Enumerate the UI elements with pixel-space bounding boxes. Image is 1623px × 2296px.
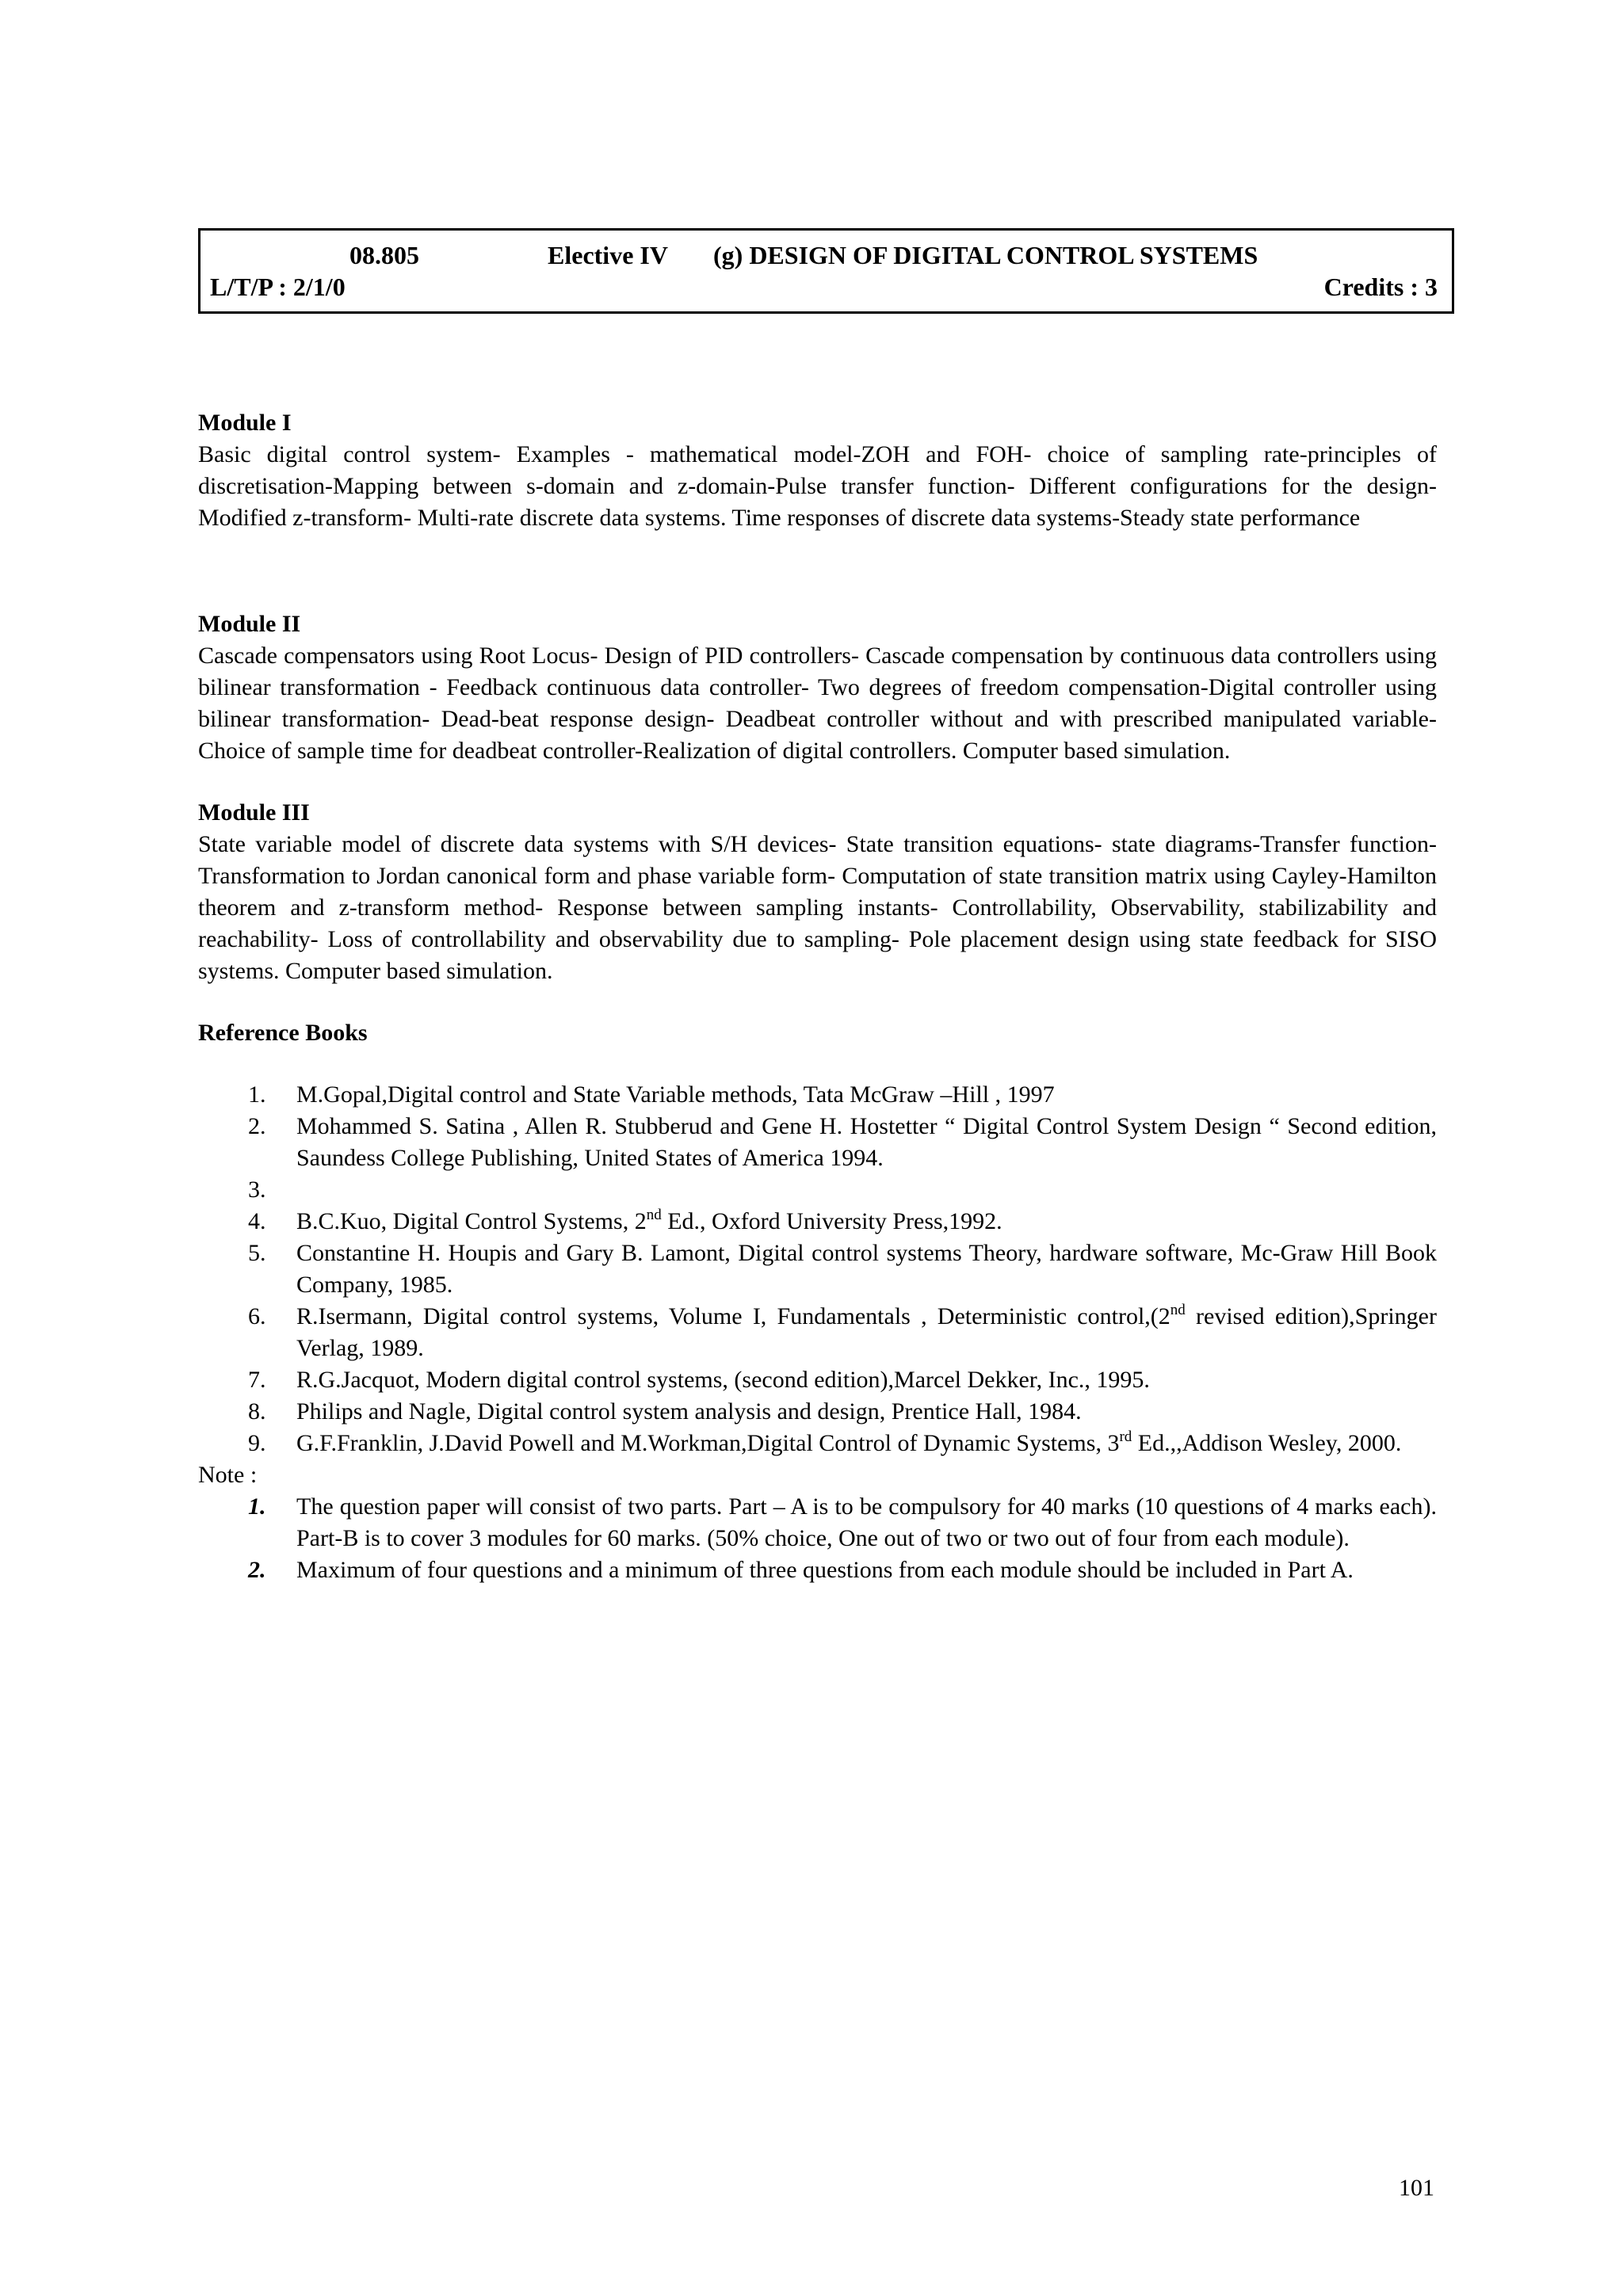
edition-superscript: nd [1170,1302,1186,1318]
reference-text-part: revised edition),Springer Verlag, 1989. [296,1303,1437,1361]
reference-number: 2. [248,1113,266,1139]
note-number: 1. [248,1493,266,1520]
module-body: State variable model of discrete data systems with S/H devices- State transition equations- state diagrams-Transfer function- Transformation to Jordan canonical form and phase variable form- Computation of state transition matrix using Cayley-Hamilton theorem and z-transform method- Response between sampling instants- Controllability, Observability, stabilizability and reachability- Loss of controllability and observability due to sampling- Pole placement design using state feedback for SISO systems. Computer based simulation. [198,831,1437,984]
reference-text: M.Gopal,Digital control and State Variable methods, Tata McGraw –Hill , 1997 [296,1081,1055,1108]
module-heading: Module I [198,410,292,436]
note-number: 2. [248,1557,266,1583]
syllabus-content [198,407,1437,1586]
reference-text-part: B.C.Kuo, Digital Control Systems, 2 [296,1208,647,1234]
module-heading: Module II [198,611,301,637]
note-list [198,1491,1437,1586]
reference-item [198,1364,1437,1396]
note-text: The question paper will consist of two parts. Part – A is to be compulsory for 40 marks (10 questions of 4 marks each). Part-B is to cover 3 modules for 60 marks. (50% choice, One out of two or two out of four from each module). [296,1493,1437,1551]
reference-text: Philips and Nagle, Digital control system analysis and design, Prentice Hall, 1984. [296,1398,1082,1425]
reference-books [198,1017,1437,1459]
ltp-label: L/T/P : 2/1/0 [210,273,346,301]
reference-text-part: R.Isermann, Digital control systems, Volume I, Fundamentals , Deterministic control,(2 [296,1303,1170,1329]
reference-item [198,1174,1437,1206]
note-item [198,1491,1437,1554]
module-3 [198,797,1437,987]
module-2 [198,608,1437,767]
reference-item [198,1238,1437,1301]
reference-number: 9. [248,1430,266,1456]
note-item [198,1554,1437,1586]
reference-number: 3. [248,1177,266,1203]
course-title: (g) DESIGN OF DIGITAL CONTROL SYSTEMS [713,241,1258,269]
reference-number: 6. [248,1303,266,1329]
reference-text [296,1303,1437,1361]
reference-list [198,1079,1437,1459]
page-number: 101 [1399,2175,1434,2201]
reference-text [296,1208,1002,1234]
note-text: Maximum of four questions and a minimum of three questions from each module should be included in Part A. [296,1557,1354,1583]
credits-label: Credits : 3 [1323,273,1438,301]
reference-number: 1. [248,1081,266,1108]
course-code: 08.805 [349,241,419,269]
elective-label: Elective IV [548,241,668,269]
edition-superscript: rd [1119,1428,1132,1445]
reference-heading: Reference Books [198,1020,368,1046]
reference-item [198,1428,1437,1459]
reference-text-part: Ed.,,Addison Wesley, 2000. [1132,1430,1402,1456]
module-heading: Module III [198,799,310,826]
course-header-box [198,228,1454,314]
reference-text: Mohammed S. Satina , Allen R. Stubberud and Gene H. Hostetter “ Digital Control System Design “ Second edition, Saundess College Publishing, United States of America 1994. [296,1113,1437,1171]
reference-item [198,1111,1437,1174]
note-label: Note : [198,1462,258,1488]
reference-item [198,1396,1437,1428]
reference-text-part: Ed., Oxford University Press,1992. [661,1208,1002,1234]
reference-number: 4. [248,1208,266,1234]
reference-item [198,1206,1437,1238]
reference-number: 5. [248,1240,266,1266]
reference-text [296,1430,1401,1456]
module-1 [198,407,1437,534]
edition-superscript: nd [646,1207,662,1223]
reference-number: 8. [248,1398,266,1425]
module-body: Cascade compensators using Root Locus- Design of PID controllers- Cascade compensation by continuous data controllers using bilinear transformation - Feedback continuous data controller- Two degrees of freedom compensation-Digital controller using bilinear transformation- Dead-beat response design- Deadbeat controller without and with prescribed manipulated variable-Choice of sample time for deadbeat controller-Realization of digital controllers. Computer based simulation. [198,643,1437,764]
reference-number: 7. [248,1367,266,1393]
reference-text: R.G.Jacquot, Modern digital control systems, (second edition),Marcel Dekker, Inc., 1995. [296,1367,1150,1393]
reference-item [198,1079,1437,1111]
reference-item [198,1301,1437,1364]
note-section [198,1459,1437,1586]
reference-text: Constantine H. Houpis and Gary B. Lamont, Digital control systems Theory, hardware software, Mc-Graw Hill Book Company, 1985. [296,1240,1437,1298]
reference-text-part: G.F.Franklin, J.David Powell and M.Workman,Digital Control of Dynamic Systems, 3 [296,1430,1120,1456]
module-body: Basic digital control system- Examples - mathematical model-ZOH and FOH- choice of sampling rate-principles of discretisation-Mapping between s-domain and z-domain-Pulse transfer function- Different configurations for the design- Modified z-transform- Multi-rate discrete data systems. Time responses of discrete data systems-Steady state performance [198,441,1437,531]
